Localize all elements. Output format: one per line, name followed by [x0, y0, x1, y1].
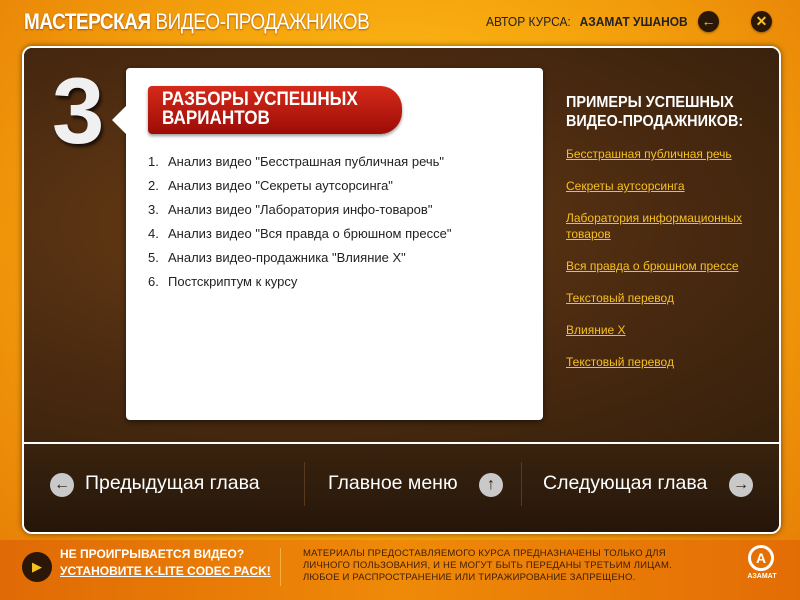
video-not-playing-text: НЕ ПРОИГРЫВАЕТСЯ ВИДЕО?: [60, 547, 245, 561]
main-panel: [22, 46, 781, 534]
lesson-number: 2.: [148, 178, 159, 193]
example-link-text-translation-1[interactable]: Текстовый перевод: [566, 291, 674, 305]
app-title-rest: ВИДЕО-ПРОДАЖНИКОВ: [155, 9, 370, 34]
chapter-navigation: [24, 444, 779, 532]
example-link-info-products-lab[interactable]: Лаборатория информационных товаров: [566, 211, 743, 241]
chapter-title: [162, 90, 396, 128]
chapter-title-line2: ВАРИАНТОВ: [162, 108, 270, 129]
lesson-number: 5.: [148, 250, 159, 265]
lesson-label: Анализ видео "Бесстрашная публичная речь": [168, 154, 445, 169]
logo-mark-icon: A: [748, 545, 774, 571]
arrow-left-icon: ←: [50, 473, 74, 497]
lesson-label: Постскриптум к курсу: [168, 274, 298, 289]
prev-chapter-label: Предыдущая глава: [85, 472, 260, 494]
examples-heading-line2: ВИДЕО-ПРОДАЖНИКОВ:: [566, 113, 744, 130]
app-title: [24, 9, 369, 35]
author-label: АВТОР КУРСА:: [486, 14, 571, 29]
nav-separator: [521, 462, 522, 506]
legal-notice: МАТЕРИАЛЫ ПРЕДОСТАВЛЯЕМОГО КУРСА ПРЕДНАЗНАЧЕНЫ ТОЛЬКО ДЛЯ ЛИЧНОГО ПОЛЬЗОВАНИЯ, И НЕ МОГУТ БЫТЬ ПЕРЕДАНЫ ТРЕТЬИМ ЛИЦАМ. ЛЮБОЕ И РАСПРОСТРАНЕНИЕ ИЛИ ТИРАЖИРОВАНИЕ ЗАПРЕЩЕНО.: [303, 548, 672, 583]
lesson-label: Анализ видео "Лаборатория инфо-товаров": [168, 202, 433, 217]
lesson-item-1[interactable]: [148, 150, 451, 174]
lesson-item-5[interactable]: [148, 246, 451, 270]
example-link-outsourcing[interactable]: Секреты аутсорсинга: [566, 179, 685, 193]
author-name: АЗАМАТ УШАНОВ: [579, 14, 688, 29]
logo-text: АЗАМАТ: [747, 573, 777, 580]
author-info: [486, 14, 688, 29]
app-title-bold: МАСТЕРСКАЯ: [24, 9, 151, 34]
lessons-card: [126, 68, 543, 420]
example-link-influence-x[interactable]: Влияние Х: [566, 323, 626, 337]
examples-heading-line1: ПРИМЕРЫ УСПЕШНЫХ: [566, 94, 734, 111]
lesson-item-3[interactable]: [148, 198, 451, 222]
lesson-label: Анализ видео "Вся правда о брюшном прессе": [168, 226, 452, 241]
examples-link-list: [566, 146, 766, 386]
chapter-title-line1: РАЗБОРЫ УСПЕШНЫХ: [162, 89, 358, 110]
video-camera-icon: ▶: [22, 552, 52, 582]
close-icon: ✕: [755, 13, 768, 29]
lesson-label: Анализ видео-продажника "Влияние Х": [168, 250, 406, 265]
chapter-ribbon: [148, 86, 402, 134]
lesson-number: 3.: [148, 202, 159, 217]
back-arrow-icon: ←: [701, 13, 716, 29]
back-button[interactable]: [698, 11, 719, 32]
main-menu-label: Главное меню: [328, 472, 458, 494]
azamat-logo: [742, 545, 782, 585]
example-link-public-speech[interactable]: Бесстрашная публичная речь: [566, 147, 732, 161]
lesson-item-2[interactable]: [148, 174, 451, 198]
lesson-item-4[interactable]: [148, 222, 451, 246]
lesson-number: 1.: [148, 154, 159, 169]
example-link-text-translation-2[interactable]: Текстовый перевод: [566, 355, 674, 369]
chapter-number: 3: [52, 58, 105, 163]
chapter-content-area: [24, 48, 779, 442]
lesson-item-6[interactable]: [148, 270, 451, 294]
footer-separator: [280, 548, 281, 586]
close-button[interactable]: [751, 11, 772, 32]
lesson-number: 4.: [148, 226, 159, 241]
arrow-right-icon: →: [729, 473, 753, 497]
example-link-abs-truth[interactable]: Вся правда о брюшном прессе: [566, 259, 739, 273]
next-chapter-label: Следующая глава: [543, 472, 708, 494]
card-pointer: [112, 106, 126, 134]
examples-heading: [566, 93, 771, 131]
footer: [0, 540, 800, 600]
lesson-list: [148, 150, 451, 294]
nav-separator: [304, 462, 305, 506]
lesson-number: 6.: [148, 274, 159, 289]
lesson-label: Анализ видео "Секреты аутсорсинга": [168, 178, 393, 193]
top-bar: [0, 0, 800, 44]
arrow-up-icon: ↑: [479, 473, 503, 497]
install-codec-link[interactable]: УСТАНОВИТЕ K-LITE CODEC PACK!: [60, 564, 271, 578]
